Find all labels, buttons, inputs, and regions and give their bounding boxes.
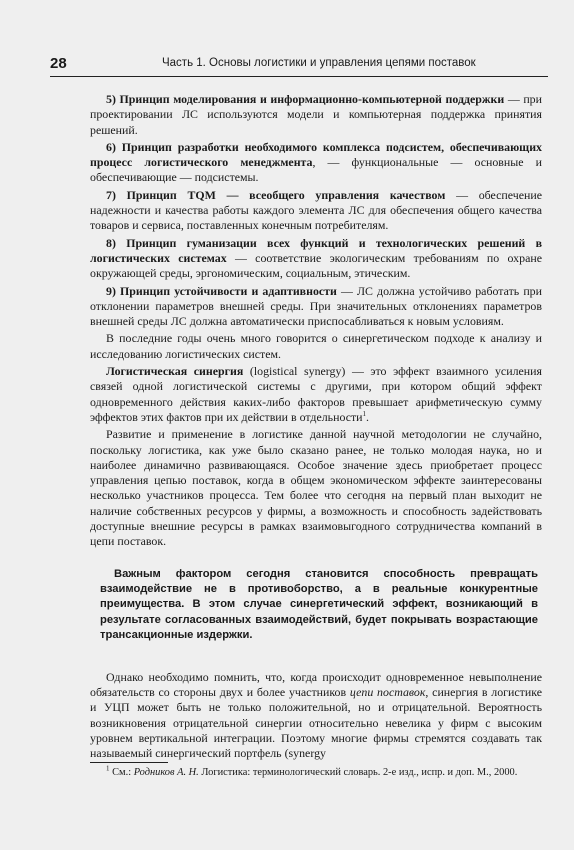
principle-6-heading: 6) Принцип разработки необходимого комплекса подсистем, обеспечивающих процесс логистического менеджмента [90,139,542,170]
synergy-definition-text: (logistical synergy) — это эффект взаимного усиления связей одной логистической системы с другими, при котором общий эффект одновременного действия каких-либо факторов превышает арифметическую сумму эффектов этих фактов при их действии в отдельности [90,364,542,424]
synergy-term: Логистическая синергия [106,364,244,379]
principle-9-heading: 9) Принцип устойчивости и адаптивности [106,283,337,298]
principle-8-text: — соответствие экологическим требованиям по охране окружающей среды, эргономическим, социальным, этическим. [90,250,542,281]
principle-8 [90,236,542,282]
development-paragraph: Развитие и применение в логистике данной научной методологии не случайно, поскольку логистика, как уже было сказано ранее, не только молодая наука, но и наиболее динамично развивающаяся. Особое значение здесь приобретает процесс управления цепью поставок, когда в общем экономическом эффекте заинтересованы несколько участников процесса. Тем более что сегодня на первый план выходит не наличие собственных ресурсов у фирмы, а возможность и способность задействовать доступные внешние ресурсы в рамках взаимовыгодного сотрудничества компаний в цепи поставок. [90,427,542,549]
page-body [90,92,542,761]
footnote [90,766,542,780]
principle-5-heading: 5) Принцип моделирования и информационно-компьютерной поддержки [106,92,505,106]
final-text-a: Однако необходимо помнить, что, когда происходит одновременное невыполнение обязательств со стороны двух и более участников [90,669,542,699]
synergy-definition-end: . [366,409,370,424]
synergy-intro-paragraph: В последние годы очень много говорится о синергетическом подходе к анализу и исследованию логистических систем. [90,331,542,361]
negative-synergy-paragraph [90,670,542,762]
principle-9 [90,284,542,330]
footnote-reference[interactable]: 1 [362,409,367,418]
principle-6-text: , — функциональные — основные и обеспечивающие — подсистемы. [90,155,542,185]
callout-part-1: Важным фактором сегодня становится способность превращать взаимодействие не в противоборство, а в реальные конкурентные преимущества. [100,567,538,611]
footnote-author: Родников А. Н. [133,767,199,778]
callout-part-2: В этом случае синергетический эффект, возникающий в результате согласованных взаимодействий, будет покрывать возрастающие трансакционные издержки. [100,598,538,642]
synergy-definition-paragraph [90,364,542,425]
final-text-b: , синергия в логистике и УЦП может быть не только положительной, но и отрицательной. Вероятность возникновения отрицательной синергии относительно невелика у фирм с высоким уровнем вертикальной интеграции. Поэтому многие фирмы стремятся создавать так называемый синергический портфель (synergy [90,684,542,761]
running-title: Часть 1. Основы логистики и управления цепями поставок [162,57,476,69]
principle-9-text: — ЛС должна устойчиво работать при отклонении параметров внешней среды. При значительных отклонениях параметров внешней среды ЛС должна автоматически приспосабливаться к новым условиям. [90,283,542,329]
principle-7-text: — обеспечение надежности и качества работы каждого элемента ЛС для обеспечения общего качества товаров и сервиса, поставленных конечным потребителям. [90,187,542,233]
footnote-divider [90,762,168,763]
principle-5-text: — при проектировании ЛС используются модели и компьютерная поддержка принятия решений. [90,92,542,137]
principle-7-heading: 7) Принцип TQM — всеобщего управления качеством [106,187,446,202]
final-text-italic: цепи поставок [349,684,426,699]
footnote-prefix: См.: [109,767,134,778]
principle-6 [90,140,542,186]
principle-5 [90,92,542,138]
principle-7 [90,188,542,234]
footnote-number: 1 [106,764,110,773]
highlight-callout [90,567,542,644]
principle-8-heading: 8) Принцип гуманизации всех функций и технологических решений в логистических системах [90,235,542,265]
page-number: 28 [50,55,67,72]
page-header [50,56,548,77]
footnote-citation: Логистика: терминологический словарь. 2-е изд., испр. и доп. М., 2000. [198,767,518,778]
